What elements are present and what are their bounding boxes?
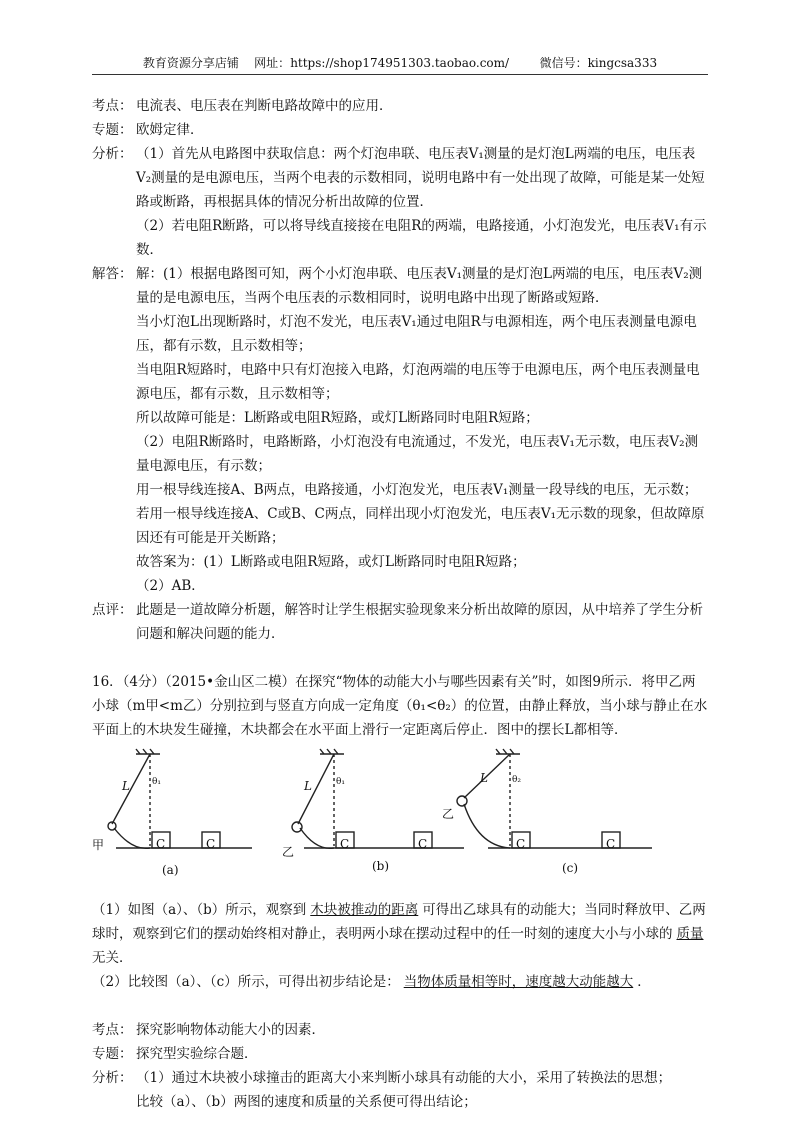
q16-part2: （2）比较图（a）、（c）所示，可得出初步结论是： 当物体质量相等时，速度越大动能越大 ． <box>92 974 651 990</box>
q15-fenxi-1: （1）首先从电路图中获取信息：两个灯泡串联、电压表V₁测量的是灯泡L两端的电压，电压表V₂测量的是电源电压，当两个电表的示数相同，说明电路中有一处出现了故障，可能是某一处短路或断路，再根据具体的情况分析出故障的位置． <box>136 146 705 210</box>
theta-1-label-b: θ₁ <box>336 777 346 787</box>
q16-zhuanti: 专题： 探究型实验综合题． <box>92 1046 258 1062</box>
ball-c-label: 乙 <box>442 807 455 821</box>
theta-2-label-c: θ₂ <box>512 775 522 785</box>
q15-jieda-3: 当电阻R短路时，电路中只有灯泡接入电路，灯泡两端的电压等于电源电压，两个电压表测量电源电压，都有示数，且示数相等； <box>136 362 700 402</box>
caption-c: (c) <box>562 861 579 875</box>
q15-kaodian: 考点： 电流表、电压表在判断电路故障中的应用． <box>92 98 393 114</box>
caption-a: (a) <box>162 863 179 877</box>
q16-fenxi-1: （1）通过木块被小球撞击的距离大小来判断小球具有动能的大小，采用了转换法的思想； <box>136 1070 672 1086</box>
url-label: 网址： <box>254 56 291 70</box>
header-rule <box>92 74 708 75</box>
q15-dianping: 点评： 此题是一道故障分析题，解答时让学生根据实验现象来分析出故障的原因，从中培养了学生分析问题和解决问题的能力． <box>92 602 703 642</box>
q15-fenxi-2: （2）若电阻R断路，可以将导线直接接在电阻R的两端，电路接通，小灯泡发光，电压表V₁有示数． <box>136 218 707 258</box>
q16-part1: （1）如图（a）、（b）所示，观察到 木块被推动的距离 可得出乙球具有的动能大；当同时释放甲、乙两球时，观察到它们的摆动始终相对静止，表明两小球在摆动过程中的任一时刻的速度大小与小球的 质量无关． <box>92 902 706 966</box>
wechat-id: kingcsa333 <box>587 56 658 70</box>
q16-fenxi-2: 比较（a）、（b）两图的速度和质量的关系便可得出结论； <box>136 1094 477 1110</box>
q15-jieda-8: 故答案为：(1）L断路或电阻R短路，或灯L断路同时电阻R短路； <box>136 554 526 570</box>
q15-jieda-5: （2）电阻R断路时，电路断路，小灯泡没有电流通过，不发光，电压表V₁无示数，电压表V₂测量电源电压，有示数； <box>136 434 699 474</box>
length-label-b: L <box>304 779 312 793</box>
q15-jieda-6: 用一根导线连接A、B两点，电路接通，小灯泡发光，电压表V₁测量一段导线的电压，无示数； <box>136 482 698 498</box>
block-b1-label: C <box>340 837 350 851</box>
figure-b <box>292 749 464 848</box>
page-header <box>92 54 708 71</box>
q15-jieda: 解答： 解：(1）根据电路图可知，两个小灯泡串联、电压表V₁测量的是灯泡L两端的电压，电压表V₂测量的是电源电压，当两个电压表的示数相同时，说明电路中出现了断路或短路． 当小灯泡L出现断路时，灯泡不发光，电压表V₁通过电阻R与电源相连，两个电压表测量电源电压，都有示数，且示数相等； 当电阻R短路时，电路中只有灯泡接入电路，灯泡两端的电压等于电源电压，两个电压表测量电源电压，都有示数，且示数相等； 所以故障可能是：L断路或电阻R短路，或灯L断路同时电阻R短路； （2）电阻R断路时，电路断路，小灯泡没有电流通过，不发光，电压表V₁无示数，电压表V₂测量电源电压，有示数； 用一根导线连接A、B两点，电路接通，小灯泡发光，电压表V₁测量一段导线的电压，无示数； 若用一根导线连接A、C或B、C两点，同样出现小灯泡发光，电压表V₁无示数的现象，但故障原因还有可能是开关断路； 故答案为：(1）L断路或电阻R短路，或灯L断路同时电阻R短路； （2）AB． <box>92 262 708 598</box>
ball-b-label: 乙 <box>282 845 295 859</box>
q16-answer-1: 木块被推动的距离 <box>310 902 419 918</box>
q15-jieda-4: 所以故障可能是：L断路或电阻R短路，或灯L断路同时电阻R短路； <box>136 410 539 426</box>
q15-jieda-7: 若用一根导线连接A、C或B、C两点，同样出现小灯泡发光，电压表V₁无示数的现象，但故障原因还有可能是开关断路； <box>136 506 705 546</box>
q15-jieda-9: （2）AB． <box>136 578 205 594</box>
q16-kaodian: 考点： 探究影响物体动能大小的因素． <box>92 1022 325 1038</box>
pendulum-figure <box>92 746 708 896</box>
q16-fenxi: 分析： （1）通过木块被小球撞击的距离大小来判断小球具有动能的大小，采用了转换法的思想； 比较（a）、（b）两图的速度和质量的关系便可得出结论； <box>92 1066 708 1114</box>
figure-a <box>108 749 252 848</box>
block-c2-label: C <box>606 837 616 851</box>
document-body <box>92 94 708 1114</box>
block-a2-label: C <box>206 837 216 851</box>
pendulum-diagram <box>92 746 708 896</box>
length-label-c: L <box>480 771 488 785</box>
q16-answer-2: 质量 <box>676 926 704 942</box>
q15-jieda-1: 解：(1）根据电路图可知，两个小灯泡串联、电压表V₁测量的是灯泡L两端的电压，电压表V₂测量的是电源电压，当两个电压表的示数相同时，说明电路中出现了断路或短路． <box>136 266 703 306</box>
figure-c <box>457 749 652 848</box>
q15-jieda-2: 当小灯泡L出现断路时，灯泡不发光，电压表V₁通过电阻R与电源相连，两个电压表测量电源电压，都有示数，且示数相等； <box>136 314 697 354</box>
shop-name: 教育资源分享店铺 <box>142 56 239 70</box>
block-b2-label: C <box>418 837 428 851</box>
ball-a-label: 甲 <box>92 838 105 852</box>
shop-url[interactable]: https://shop174951303.taobao.com/ <box>290 56 510 70</box>
q16-stem: 16．（4分）（2015•金山区二模）在探究“物体的动能大小与哪些因素有关”时，如图9所示．将甲乙两小球（m甲<m乙）分别拉到与竖直方向成一定角度（θ₁<θ₂）的位置，由静止释放，当小球与静止在水平面上的木块发生碰撞，木块都会在水平面上滑行一定距离后停止．图中的摆长L都相等． <box>92 674 708 738</box>
q15-fenxi: 分析： （1）首先从电路图中获取信息：两个灯泡串联、电压表V₁测量的是灯泡L两端的电压，电压表V₂测量的是电源电压，当两个电表的示数相同，说明电路中有一处出现了故障，可能是某一处短路或断路，再根据具体的情况分析出故障的位置． （2）若电阻R断路，可以将导线直接接在电阻R的两端，电路接通，小灯泡发光，电压表V₁有示数． <box>92 142 708 262</box>
caption-b: (b) <box>372 859 390 873</box>
block-a1-label: C <box>156 837 166 851</box>
wechat-label: 微信号： <box>539 56 588 70</box>
theta-1-label-a: θ₁ <box>152 777 162 787</box>
q16-answer-3: 当物体质量相等时，速度越大动能越大 <box>403 974 634 990</box>
block-c1-label: C <box>516 837 526 851</box>
q15-zhuanti: 专题： 欧姆定律． <box>92 122 204 138</box>
length-label-a: L <box>122 779 130 793</box>
